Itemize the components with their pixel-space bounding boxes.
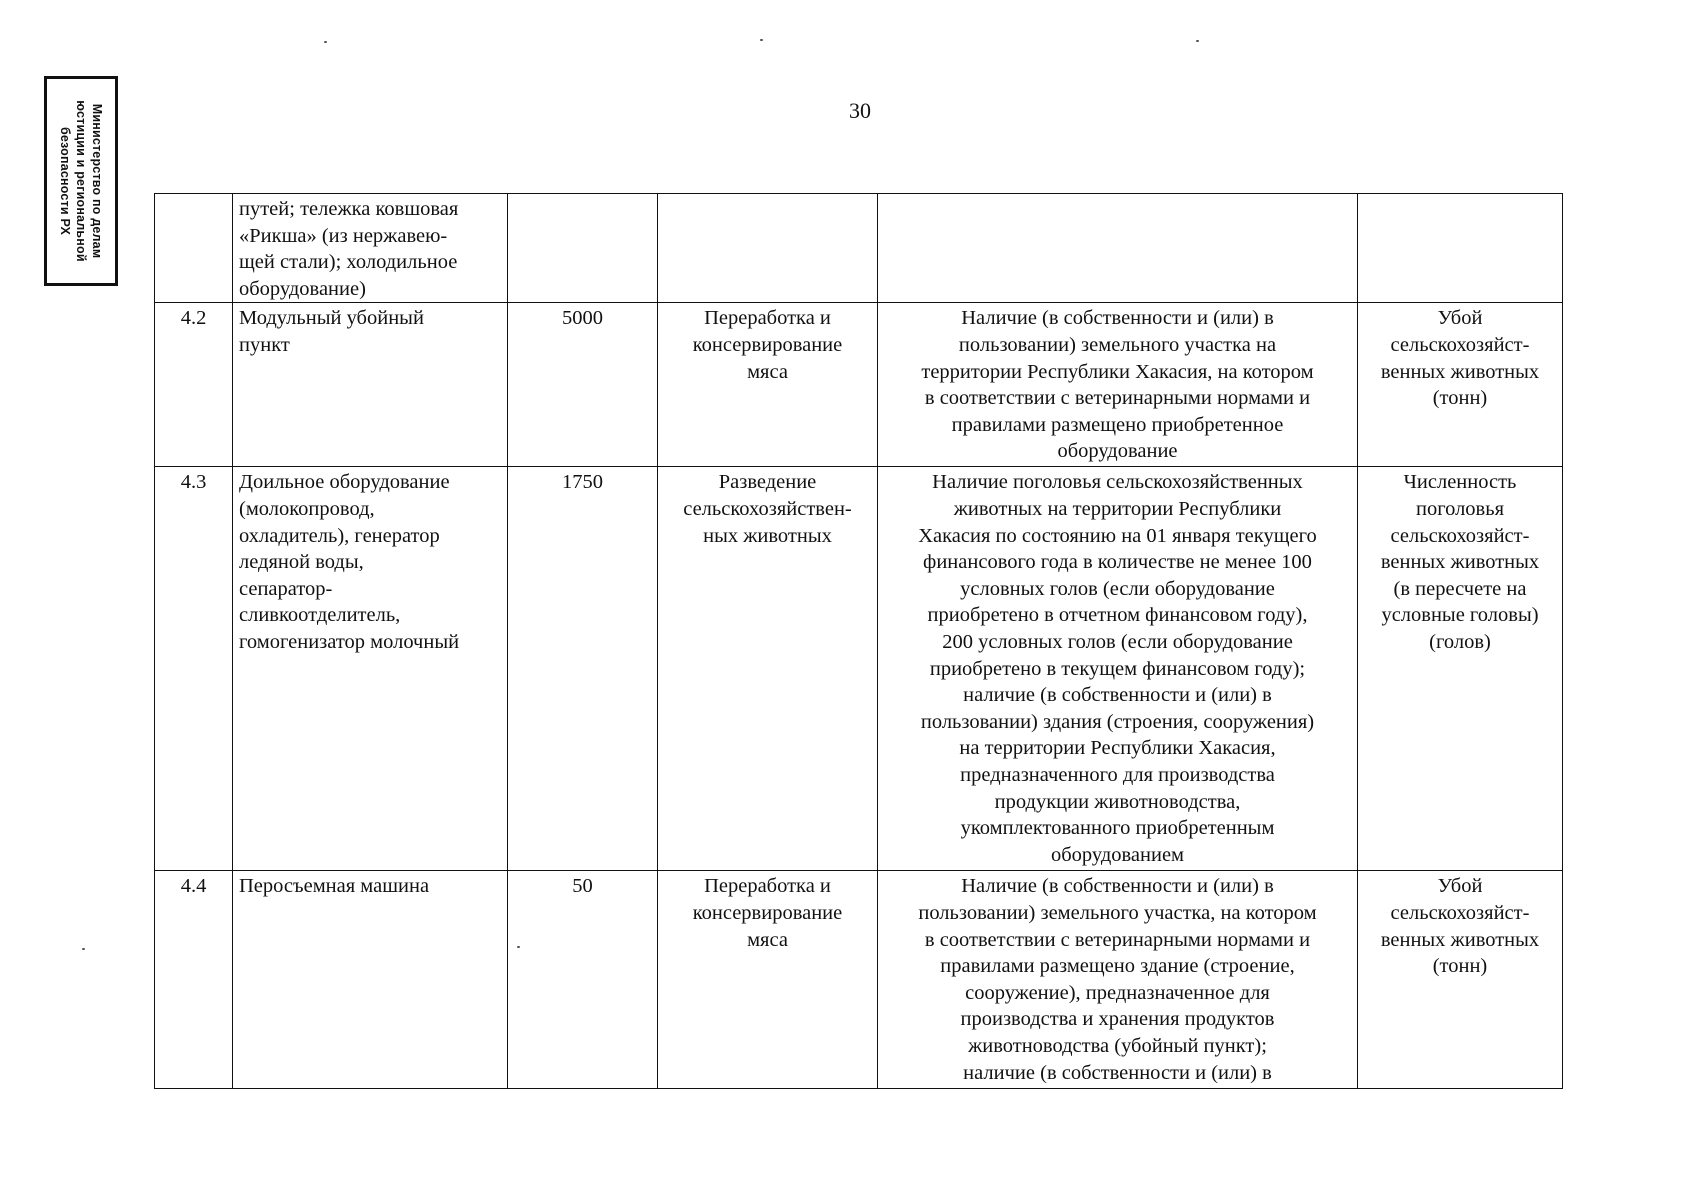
stamp-line-1: Министерство по делам [90, 103, 104, 259]
amount-cell: 50 [508, 871, 658, 1089]
conditions-cell: Наличие (в собственности и (или) в пользовании) земельного участка на территории Республики Хакасия, на котором в соответствии с ветеринарными нормами и правилами размещено приобретенное оборудование [878, 303, 1358, 467]
row-number-cell: 4.2 [155, 303, 233, 467]
row-number-cell: 4.4 [155, 871, 233, 1089]
indicator-cell: Численность поголовья сельскохозяйст- венных животных (в пересчете на условные головы) (голов) [1358, 467, 1563, 871]
stamp-line-2: юстиции и региональной [74, 100, 88, 262]
conditions-cell: Наличие поголовья сельскохозяйственных животных на территории Республики Хакасия по состоянию на 01 января текущего финансового года в количестве не менее 100 условных голов (если оборудование приобретено в отчетном финансовом году), 200 условных голов (если оборудование приобретено в текущем финансовом году); наличие (в собственности и (или) в пользовании) здания (строения, сооружения) на территории Республики Хакасия, предназначенного для производства продукции животноводства, укомплектованного приобретенным оборудованием [878, 467, 1358, 871]
indicator-cell: Убой сельскохозяйст- венных животных (тонн) [1358, 303, 1563, 467]
indicator-cell [1358, 194, 1563, 303]
activity-cell [658, 194, 878, 303]
equipment-name-cell: путей; тележка ковшовая «Рикша» (из нержавею- щей стали); холодильное оборудование) [233, 194, 508, 303]
scan-speck [760, 39, 763, 41]
equipment-table [154, 193, 1563, 1089]
table-row [155, 871, 1563, 1089]
activity-cell: Переработка и консервирование мяса [658, 303, 878, 467]
page-number: 30 [849, 98, 871, 123]
scan-speck [324, 41, 327, 43]
table-row [155, 467, 1563, 871]
table-row [155, 303, 1563, 467]
row-number-cell: 4.3 [155, 467, 233, 871]
indicator-cell: Убой сельскохозяйст- венных животных (тонн) [1358, 871, 1563, 1089]
table-row [155, 194, 1563, 303]
amount-cell: 1750 [508, 467, 658, 871]
stamp-line-3: безопасности РХ [58, 126, 72, 236]
equipment-name-cell: Перосъемная машина [233, 871, 508, 1089]
activity-cell: Разведение сельскохозяйствен- ных животных [658, 467, 878, 871]
conditions-cell: Наличие (в собственности и (или) в пользовании) земельного участка, на котором в соответствии с ветеринарными нормами и правилами размещено здание (строение, сооружение), предназначенное для производства и хранения продуктов животноводства (убойный пункт); наличие (в собственности и (или) в [878, 871, 1358, 1089]
amount-cell [508, 194, 658, 303]
activity-cell: Переработка и консервирование мяса [658, 871, 878, 1089]
equipment-name-cell: Доильное оборудование (молокопровод, охладитель), генератор ледяной воды, сепаратор- сливкоотделитель, гомогенизатор молочный [233, 467, 508, 871]
amount-cell: 5000 [508, 303, 658, 467]
scan-speck [82, 948, 85, 950]
conditions-cell [878, 194, 1358, 303]
equipment-name-cell: Модульный убойный пункт [233, 303, 508, 467]
scan-speck [1196, 40, 1199, 42]
row-number-cell [155, 194, 233, 303]
